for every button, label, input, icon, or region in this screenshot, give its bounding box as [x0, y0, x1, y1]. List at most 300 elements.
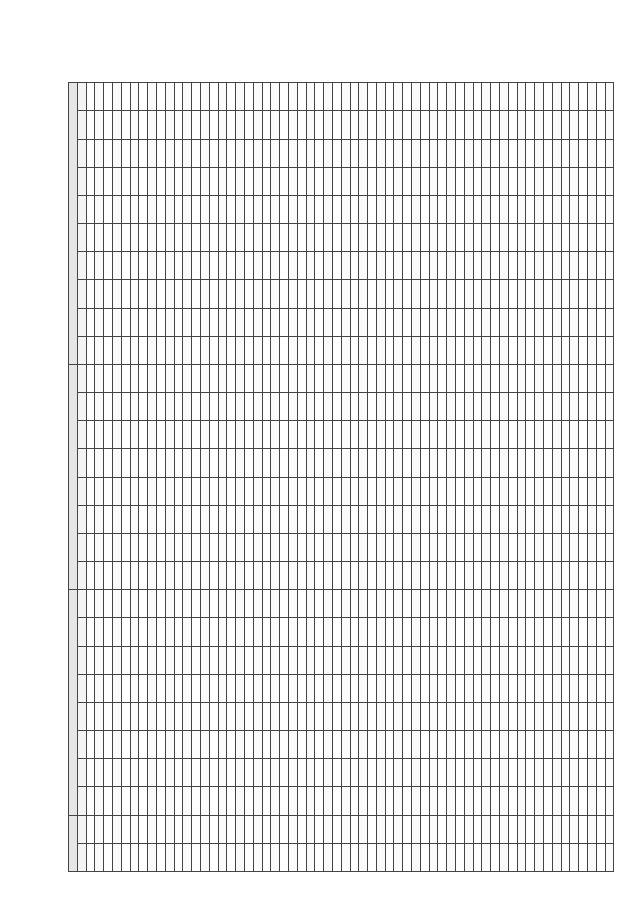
- table-cell: [262, 336, 271, 364]
- table-cell: [429, 505, 438, 533]
- table-cell: [130, 111, 139, 139]
- table-cell: [341, 477, 350, 505]
- table-cell: [236, 393, 245, 421]
- table-cell: [464, 139, 473, 167]
- table-cell: [306, 364, 315, 392]
- table-cell: [288, 674, 297, 702]
- table-cell: [429, 618, 438, 646]
- table-cell: [297, 477, 306, 505]
- table-cell: [95, 280, 104, 308]
- table-cell: [588, 618, 597, 646]
- table-cell: [438, 731, 447, 759]
- table-cell: [385, 83, 394, 111]
- table-cell: [552, 252, 561, 280]
- address-cell: [104, 815, 113, 843]
- table-cell: [288, 139, 297, 167]
- row-number-cell: [253, 843, 262, 871]
- table-cell: [508, 111, 517, 139]
- table-cell: [148, 787, 157, 815]
- table-cell: [262, 731, 271, 759]
- table-cell: [324, 139, 333, 167]
- table-cell: [544, 336, 553, 364]
- table-cell: [86, 224, 95, 252]
- address-cell: [526, 815, 535, 843]
- table-cell: [183, 731, 192, 759]
- table-cell: [288, 731, 297, 759]
- table-cell: [156, 364, 165, 392]
- table-cell: [315, 674, 324, 702]
- table-cell: [165, 195, 174, 223]
- table-cell: [544, 111, 553, 139]
- table-cell: [394, 646, 403, 674]
- table-cell: [412, 731, 421, 759]
- table-cell: [227, 787, 236, 815]
- table-cell: [236, 533, 245, 561]
- table-cell: [438, 224, 447, 252]
- table-cell: [394, 590, 403, 618]
- table-cell: [385, 505, 394, 533]
- table-cell: [271, 590, 280, 618]
- table-cell: [596, 618, 605, 646]
- table-cell: [165, 505, 174, 533]
- table-cell: [350, 224, 359, 252]
- table-cell: [200, 224, 209, 252]
- table-cell: [183, 336, 192, 364]
- table-cell: [218, 477, 227, 505]
- table-cell: [183, 533, 192, 561]
- table-cell: [482, 167, 491, 195]
- row-number-cell: [341, 843, 350, 871]
- table-cell: [262, 674, 271, 702]
- table-cell: [253, 562, 262, 590]
- table-cell: [218, 449, 227, 477]
- table-cell: [570, 787, 579, 815]
- table-cell: [165, 336, 174, 364]
- table-cell: [368, 759, 377, 787]
- table-cell: [376, 252, 385, 280]
- table-cell: [280, 364, 289, 392]
- table-cell: [596, 393, 605, 421]
- table-row: [429, 83, 438, 872]
- table-cell: [544, 590, 553, 618]
- table-cell: [350, 111, 359, 139]
- table-cell: [209, 280, 218, 308]
- table-cell: [306, 674, 315, 702]
- address-cell: [464, 815, 473, 843]
- table-cell: [544, 505, 553, 533]
- table-cell: [517, 224, 526, 252]
- table-cell: [394, 336, 403, 364]
- table-cell: [200, 449, 209, 477]
- table-cell: [104, 336, 113, 364]
- table-cell: [130, 364, 139, 392]
- table-cell: [596, 505, 605, 533]
- table-cell: [86, 731, 95, 759]
- table-cell: [570, 280, 579, 308]
- table-cell: [561, 139, 570, 167]
- table-cell: [174, 167, 183, 195]
- table-cell: [280, 787, 289, 815]
- table-cell: [209, 167, 218, 195]
- table-cell: [236, 111, 245, 139]
- table-cell: [183, 618, 192, 646]
- table-cell: [508, 618, 517, 646]
- table-cell: [200, 393, 209, 421]
- row-number-cell: [473, 843, 482, 871]
- table-cell: [552, 139, 561, 167]
- table-cell: [121, 477, 130, 505]
- header-group-cell: [69, 83, 78, 365]
- table-row: [579, 83, 588, 872]
- table-cell: [579, 83, 588, 111]
- table-cell: [508, 646, 517, 674]
- table-cell: [280, 533, 289, 561]
- table-cell: [332, 167, 341, 195]
- table-cell: [297, 702, 306, 730]
- table-cell: [561, 449, 570, 477]
- table-cell: [526, 280, 535, 308]
- row-number-cell: [332, 843, 341, 871]
- table-cell: [112, 731, 121, 759]
- table-cell: [174, 336, 183, 364]
- table-cell: [148, 590, 157, 618]
- table-cell: [403, 421, 412, 449]
- table-cell: [130, 674, 139, 702]
- table-cell: [385, 449, 394, 477]
- table-cell: [491, 674, 500, 702]
- table-cell: [526, 111, 535, 139]
- table-cell: [544, 646, 553, 674]
- table-cell: [209, 618, 218, 646]
- table-cell: [464, 702, 473, 730]
- table-cell: [526, 393, 535, 421]
- table-cell: [288, 393, 297, 421]
- table-cell: [253, 646, 262, 674]
- table-cell: [236, 252, 245, 280]
- table-cell: [244, 336, 253, 364]
- table-cell: [306, 308, 315, 336]
- table-cell: [244, 787, 253, 815]
- table-cell: [368, 308, 377, 336]
- table-cell: [570, 449, 579, 477]
- table-cell: [350, 787, 359, 815]
- table-cell: [508, 83, 517, 111]
- table-cell: [552, 618, 561, 646]
- table-cell: [174, 533, 183, 561]
- table-cell: [271, 252, 280, 280]
- table-cell: [552, 702, 561, 730]
- table-cell: [86, 477, 95, 505]
- table-cell: [482, 139, 491, 167]
- table-cell: [156, 83, 165, 111]
- table-cell: [438, 505, 447, 533]
- table-cell: [456, 674, 465, 702]
- table-cell: [297, 336, 306, 364]
- table-cell: [552, 646, 561, 674]
- table-cell: [500, 590, 509, 618]
- table-cell: [244, 393, 253, 421]
- table-cell: [350, 533, 359, 561]
- table-cell: [473, 590, 482, 618]
- table-cell: [200, 252, 209, 280]
- table-cell: [183, 562, 192, 590]
- table-cell: [121, 280, 130, 308]
- row-number-cell: [508, 843, 517, 871]
- table-cell: [403, 618, 412, 646]
- table-cell: [403, 449, 412, 477]
- table-cell: [174, 280, 183, 308]
- address-cell: [535, 815, 544, 843]
- table-cell: [376, 111, 385, 139]
- table-cell: [227, 477, 236, 505]
- table-cell: [218, 280, 227, 308]
- table-cell: [253, 590, 262, 618]
- table-row: [200, 83, 209, 872]
- table-cell: [491, 83, 500, 111]
- table-cell: [306, 562, 315, 590]
- row-number-cell: [139, 843, 148, 871]
- row-number-cell: [271, 843, 280, 871]
- table-cell: [315, 787, 324, 815]
- table-cell: [561, 674, 570, 702]
- table-cell: [262, 308, 271, 336]
- table-cell: [271, 618, 280, 646]
- table-cell: [332, 111, 341, 139]
- table-cell: [508, 533, 517, 561]
- row-number-cell: [535, 843, 544, 871]
- table-cell: [341, 505, 350, 533]
- table-cell: [183, 280, 192, 308]
- table-cell: [139, 167, 148, 195]
- table-cell: [394, 393, 403, 421]
- table-cell: [605, 336, 614, 364]
- table-cell: [376, 139, 385, 167]
- table-cell: [244, 308, 253, 336]
- table-cell: [121, 449, 130, 477]
- table-cell: [491, 618, 500, 646]
- table-row: [561, 83, 570, 872]
- table-cell: [500, 562, 509, 590]
- table-cell: [315, 477, 324, 505]
- table-cell: [341, 224, 350, 252]
- table-cell: [262, 195, 271, 223]
- table-cell: [447, 646, 456, 674]
- row-number-cell: [104, 843, 113, 871]
- table-cell: [148, 252, 157, 280]
- table-cell: [456, 393, 465, 421]
- table-cell: [209, 505, 218, 533]
- table-cell: [517, 477, 526, 505]
- table-cell: [508, 224, 517, 252]
- address-cell: [174, 815, 183, 843]
- table-cell: [403, 111, 412, 139]
- table-cell: [297, 195, 306, 223]
- table-cell: [552, 533, 561, 561]
- table-cell: [183, 759, 192, 787]
- table-cell: [508, 449, 517, 477]
- table-cell: [429, 702, 438, 730]
- table-row: [420, 83, 429, 872]
- table-cell: [332, 280, 341, 308]
- table-cell: [579, 111, 588, 139]
- table-cell: [244, 167, 253, 195]
- table-cell: [165, 280, 174, 308]
- table-row: [570, 83, 579, 872]
- table-cell: [288, 505, 297, 533]
- table-cell: [95, 224, 104, 252]
- table-cell: [86, 562, 95, 590]
- table-cell: [350, 505, 359, 533]
- table-cell: [209, 224, 218, 252]
- row-number-cell: [456, 843, 465, 871]
- table-cell: [561, 533, 570, 561]
- table-cell: [359, 759, 368, 787]
- row-number-cell: [500, 843, 509, 871]
- table-cell: [438, 83, 447, 111]
- table-row: [192, 83, 201, 872]
- table-cell: [482, 562, 491, 590]
- table-cell: [500, 421, 509, 449]
- table-cell: [535, 393, 544, 421]
- table-row: [183, 83, 192, 872]
- address-cell: [209, 815, 218, 843]
- row-number-cell: [350, 843, 359, 871]
- table-cell: [218, 252, 227, 280]
- table-cell: [262, 83, 271, 111]
- table-cell: [315, 393, 324, 421]
- table-cell: [297, 421, 306, 449]
- table-cell: [596, 167, 605, 195]
- table-cell: [517, 252, 526, 280]
- table-cell: [95, 139, 104, 167]
- table-cell: [200, 421, 209, 449]
- table-cell: [605, 393, 614, 421]
- table-row: [112, 83, 121, 872]
- table-cell: [236, 590, 245, 618]
- table-cell: [262, 139, 271, 167]
- table-cell: [130, 421, 139, 449]
- table-cell: [552, 195, 561, 223]
- table-cell: [227, 280, 236, 308]
- table-cell: [200, 731, 209, 759]
- table-cell: [139, 618, 148, 646]
- table-cell: [104, 477, 113, 505]
- table-cell: [183, 505, 192, 533]
- table-cell: [544, 195, 553, 223]
- table-cell: [148, 449, 157, 477]
- table-cell: [183, 646, 192, 674]
- table-cell: [156, 252, 165, 280]
- table-row: [500, 83, 509, 872]
- table-cell: [596, 83, 605, 111]
- table-cell: [412, 224, 421, 252]
- table-cell: [148, 759, 157, 787]
- table-cell: [482, 702, 491, 730]
- table-row: [517, 83, 526, 872]
- table-cell: [438, 562, 447, 590]
- table-row: [385, 83, 394, 872]
- table-cell: [464, 364, 473, 392]
- table-cell: [104, 364, 113, 392]
- table-cell: [227, 449, 236, 477]
- table-cell: [500, 505, 509, 533]
- table-cell: [165, 731, 174, 759]
- table-cell: [262, 702, 271, 730]
- table-cell: [341, 83, 350, 111]
- table-cell: [350, 731, 359, 759]
- table-cell: [535, 280, 544, 308]
- table-cell: [535, 224, 544, 252]
- table-cell: [280, 449, 289, 477]
- table-cell: [165, 224, 174, 252]
- table-row: [588, 83, 597, 872]
- row-number-cell: [130, 843, 139, 871]
- table-cell: [324, 759, 333, 787]
- table-cell: [412, 759, 421, 787]
- table-cell: [200, 336, 209, 364]
- table-cell: [236, 195, 245, 223]
- table-cell: [596, 421, 605, 449]
- table-cell: [192, 111, 201, 139]
- table-cell: [605, 505, 614, 533]
- table-cell: [385, 674, 394, 702]
- table-cell: [130, 787, 139, 815]
- table-cell: [341, 111, 350, 139]
- table-cell: [227, 195, 236, 223]
- table-cell: [552, 336, 561, 364]
- table-cell: [412, 280, 421, 308]
- row-number-cell: [165, 843, 174, 871]
- address-cell: [86, 815, 95, 843]
- table-cell: [271, 702, 280, 730]
- table-cell: [253, 308, 262, 336]
- table-cell: [297, 533, 306, 561]
- table-cell: [561, 252, 570, 280]
- table-cell: [341, 646, 350, 674]
- table-cell: [544, 759, 553, 787]
- table-cell: [526, 731, 535, 759]
- table-cell: [376, 731, 385, 759]
- address-cell: [236, 815, 245, 843]
- table-cell: [394, 139, 403, 167]
- table-cell: [385, 308, 394, 336]
- table-cell: [429, 111, 438, 139]
- table-cell: [130, 533, 139, 561]
- table-cell: [332, 759, 341, 787]
- table-cell: [183, 590, 192, 618]
- table-cell: [95, 167, 104, 195]
- table-cell: [95, 252, 104, 280]
- table-cell: [456, 477, 465, 505]
- table-cell: [174, 674, 183, 702]
- table-cell: [315, 646, 324, 674]
- table-cell: [447, 167, 456, 195]
- table-cell: [544, 477, 553, 505]
- table-cell: [376, 167, 385, 195]
- table-cell: [403, 280, 412, 308]
- table-cell: [139, 139, 148, 167]
- table-cell: [139, 759, 148, 787]
- table-cell: [244, 139, 253, 167]
- table-cell: [315, 364, 324, 392]
- table-cell: [183, 167, 192, 195]
- table-cell: [447, 280, 456, 308]
- table-cell: [570, 224, 579, 252]
- table-cell: [385, 759, 394, 787]
- table-cell: [500, 195, 509, 223]
- table-cell: [315, 83, 324, 111]
- table-cell: [262, 759, 271, 787]
